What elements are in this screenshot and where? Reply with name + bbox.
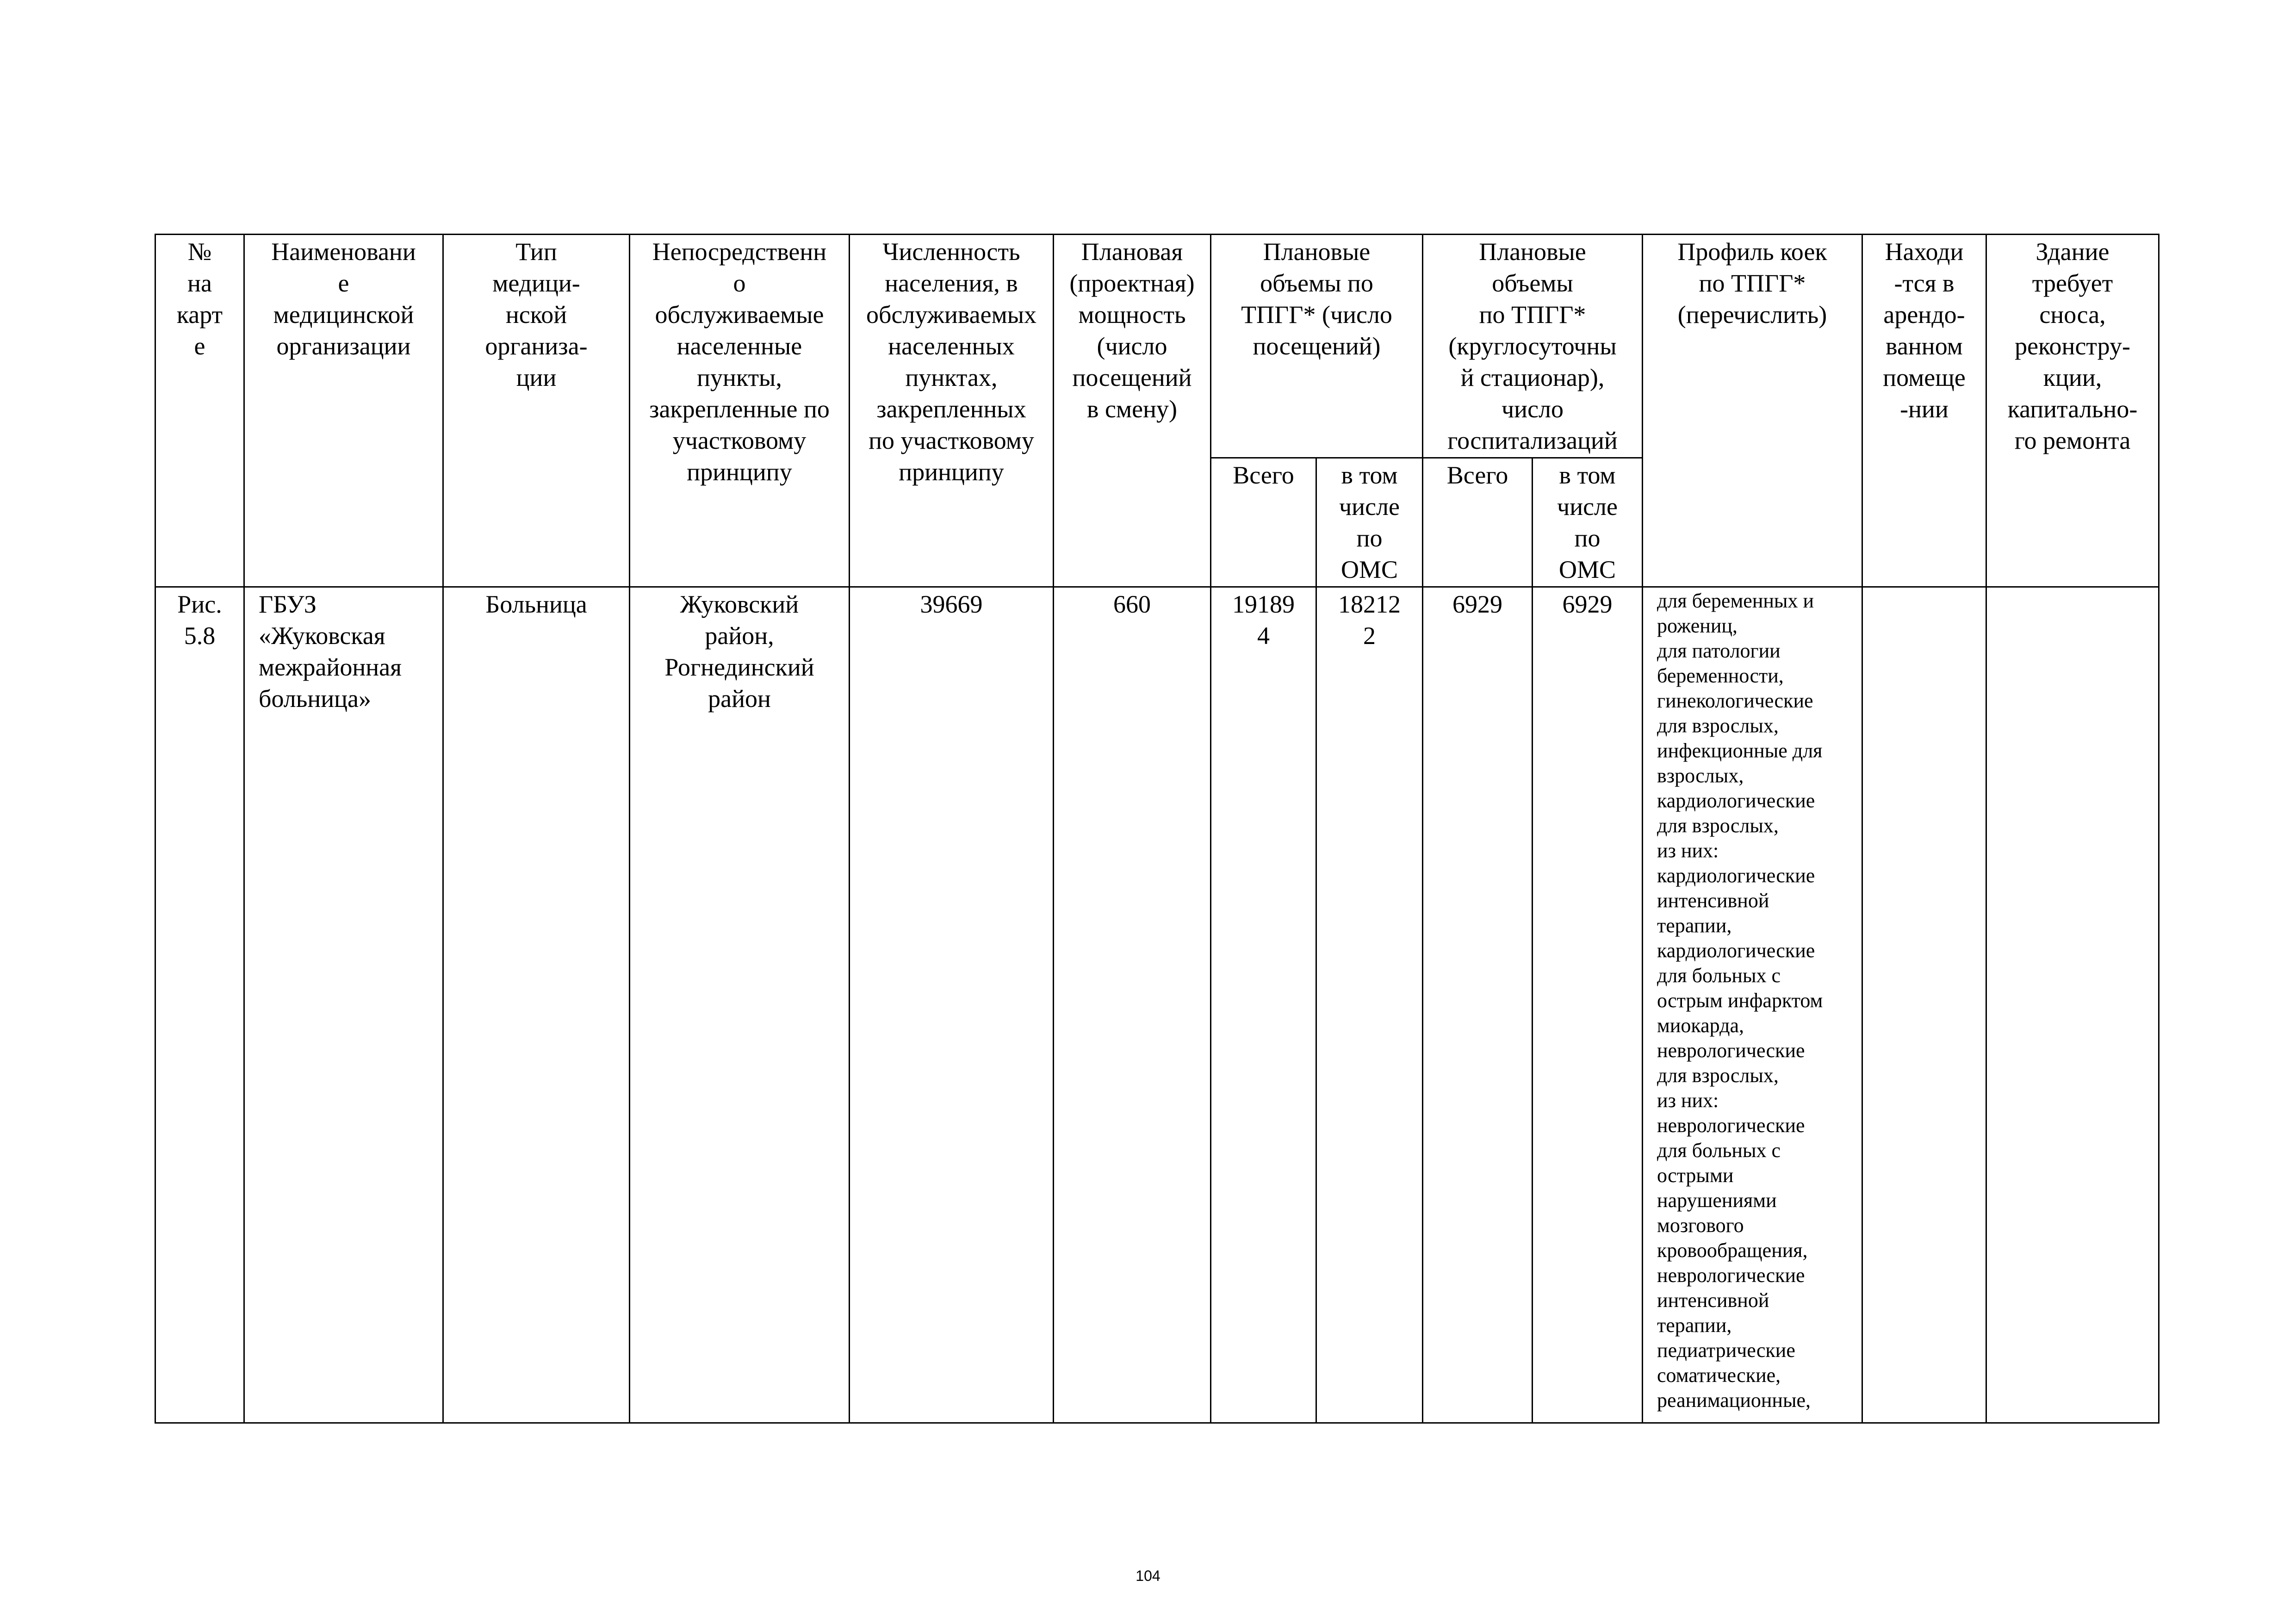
cell-beds: для беременных и рожениц, для патологии беременности, гинекологические для взрослых, инфекционные для взрослых, кардиологические для взрослых, из них: кардиологические интенсивной терапии, кардиологические для больных с острым инфарктом миокарда, неврологические для взрослых, из них: неврологические для больных с острыми нарушениями мозгового кровообращения, неврологические интенсивной терапии, педиатрические соматические, реанимационные,: [1643, 587, 1862, 1423]
header-hosp-total: Всего: [1423, 458, 1533, 587]
header-visits: Плановые объемы по ТПГГ* (число посещений): [1211, 235, 1423, 458]
cell-name: ГБУЗ «Жуковская межрайонная больница»: [244, 587, 443, 1423]
header-num: № на карт е: [155, 235, 244, 587]
header-capacity: Плановая (проектная) мощность (число посещений в смену): [1054, 235, 1211, 587]
cell-num: Рис. 5.8: [155, 587, 244, 1423]
header-hosp-oms: в том числе по ОМС: [1533, 458, 1643, 587]
table-row: [155, 587, 2159, 1423]
cell-building: [1986, 587, 2159, 1423]
header-beds: Профиль коек по ТПГГ* (перечислить): [1643, 235, 1862, 587]
header-visits-oms: в том числе по ОМС: [1316, 458, 1423, 587]
cell-areas: Жуковский район, Рогнединский район: [630, 587, 850, 1423]
cell-visits-oms: 18212 2: [1316, 587, 1423, 1423]
cell-rented: [1862, 587, 1986, 1423]
cell-population: 39669: [850, 587, 1054, 1423]
header-hospital: Плановые объемы по ТПГГ* (круглосуточны й стационар), число госпитализаций: [1423, 235, 1643, 458]
hospital-table: [155, 234, 2159, 1424]
header-name: Наименовани е медицинской организации: [244, 235, 443, 587]
cell-hosp-total: 6929: [1423, 587, 1533, 1423]
cell-visits-total: 19189 4: [1211, 587, 1316, 1423]
cell-capacity: 660: [1054, 587, 1211, 1423]
header-building: Здание требует сноса, реконстру- кции, капитально- го ремонта: [1986, 235, 2159, 587]
header-type: Тип медици- нской организа- ции: [443, 235, 630, 587]
page-number: 104: [1136, 1567, 1160, 1584]
cell-hosp-oms: 6929: [1533, 587, 1643, 1423]
header-population: Численность населения, в обслуживаемых населенных пунктах, закрепленных по участковому принципу: [850, 235, 1054, 587]
header-rented: Находи -тся в арендо- ванном помеще -нии: [1862, 235, 1986, 587]
header-areas: Непосредственн о обслуживаемые населенные пункты, закрепленные по участковому принципу: [630, 235, 850, 587]
header-visits-total: Всего: [1211, 458, 1316, 587]
cell-type: Больница: [443, 587, 630, 1423]
